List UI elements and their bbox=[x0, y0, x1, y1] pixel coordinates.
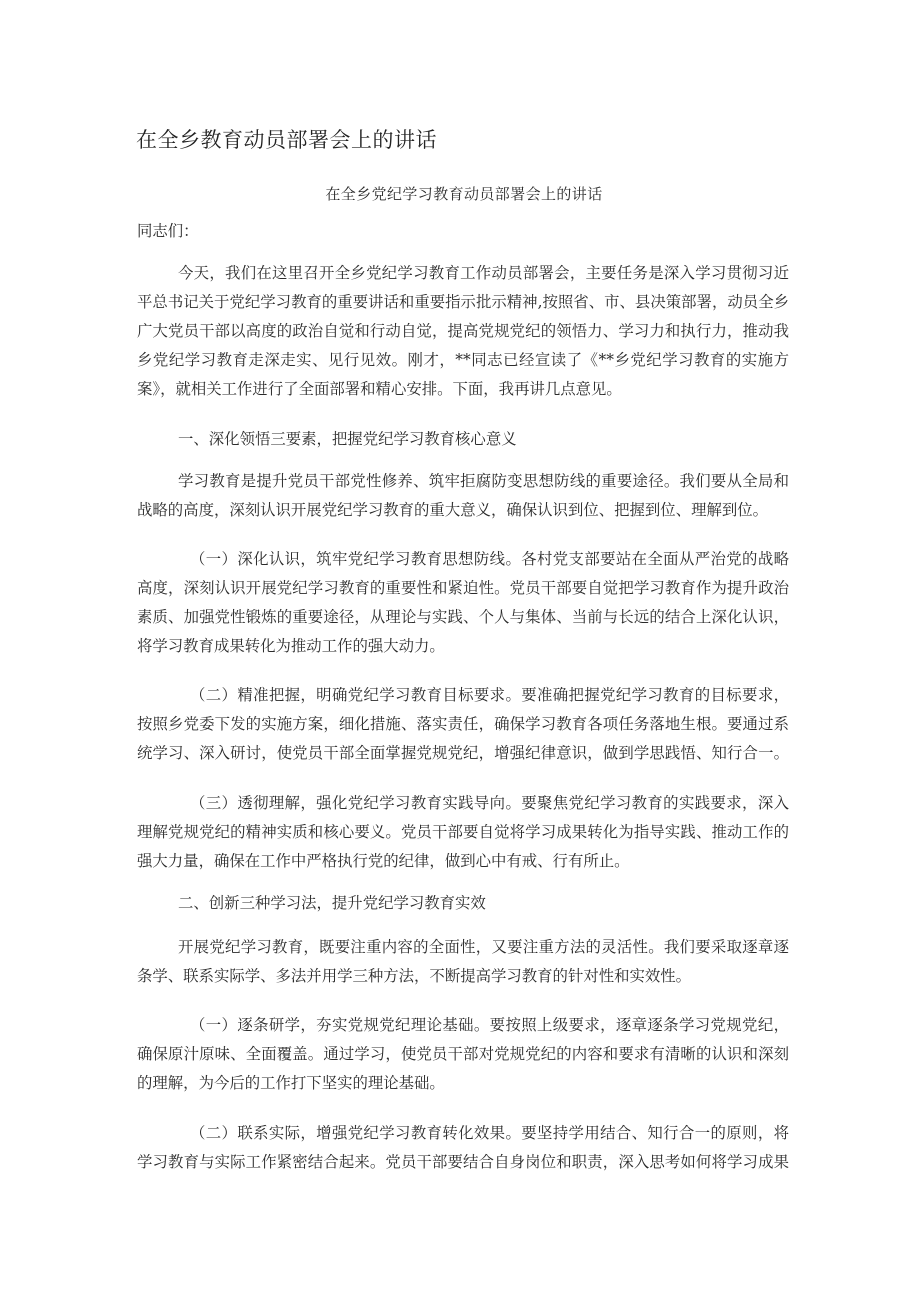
paragraph-line: 条学、联系实际学、多法并用学三种方法，不断提高学习教育的针对性和实效性。 bbox=[137, 967, 692, 985]
paragraph-line: 的理解，为今后的工作打下坚实的理论基础。 bbox=[137, 1074, 445, 1092]
paragraph-line: 今天，我们在这里召开全乡党纪学习教育工作动员部署会，主要任务是深入学习贯彻习近 bbox=[178, 264, 789, 282]
paragraph-line: 理解党规党纪的精神实质和核心要义。党员干部要自觉将学习成果转化为指导实践、推动工作的 bbox=[137, 823, 789, 841]
paragraph-line: 案》，就相关工作进行了全面部署和精心安排。下面，我再讲几点意见。 bbox=[137, 380, 622, 398]
document-title: 在全乡教育动员部署会上的讲话 bbox=[136, 128, 437, 152]
paragraph-line: 学习教育是提升党员干部党性修养、筑牢拒腐防变思想防线的重要途径。我们要从全局和 bbox=[178, 472, 789, 490]
paragraph-line: 平总书记关于党纪学习教育的重要讲话和重要指示批示精神,按照省、市、县决策部署，动员全乡 bbox=[137, 293, 789, 311]
paragraph-line: 高度，深刻认识开展党纪学习教育的重要性和紧迫性。党员干部要自觉把学习教育作为提升政治 bbox=[137, 579, 789, 597]
paragraph-line: （一）逐条研学，夯实党规党纪理论基础。要按照上级要求，逐章逐条学习党规党纪， bbox=[190, 1016, 789, 1034]
paragraph-line: （二）联系实际，增强党纪学习教育转化效果。要坚持学用结合、知行合一的原则，将 bbox=[190, 1124, 789, 1142]
paragraph-line: 将学习教育成果转化为推动工作的强大动力。 bbox=[137, 637, 445, 655]
paragraph-line: 开展党纪学习教育，既要注重内容的全面性，又要注重方法的灵活性。我们要采取逐章逐 bbox=[178, 938, 789, 956]
speech-subtitle: 在全乡党纪学习教育动员部署会上的讲话 bbox=[325, 185, 603, 203]
paragraph-line: 乡党纪学习教育走深走实、见行见效。刚才，**同志已经宣读了《**乡党纪学习教育的实施方 bbox=[137, 351, 789, 369]
paragraph-line: 素质、加强党性锻炼的重要途径，从理论与实践、个人与集体、当前与长远的结合上深化认识， bbox=[137, 608, 789, 626]
paragraph-line: （一）深化认识，筑牢党纪学习教育思想防线。各村党支部要站在全面从严治党的战略 bbox=[190, 550, 789, 568]
paragraph-line: 学习教育与实际工作紧密结合起来。党员干部要结合自身岗位和职责，深入思考如何将学习成果 bbox=[137, 1153, 789, 1171]
paragraph-line: （二）精准把握，明确党纪学习教育目标要求。要准确把握党纪学习教育的目标要求， bbox=[190, 686, 789, 704]
paragraph-line: 广大党员干部以高度的政治自觉和行动自觉，提高党规党纪的领悟力、学习力和执行力，推动我 bbox=[137, 322, 789, 340]
paragraph-line: 确保原汁原味、全面覆盖。通过学习，使党员干部对党规党纪的内容和要求有清晰的认识和深刻 bbox=[137, 1045, 789, 1063]
section-heading-1: 一、深化领悟三要素，把握党纪学习教育核心意义 bbox=[178, 430, 517, 448]
paragraph-line: （三）透彻理解，强化党纪学习教育实践导向。要聚焦党纪学习教育的实践要求，深入 bbox=[190, 794, 789, 812]
section-heading-2: 二、创新三种学习法，提升党纪学习教育实效 bbox=[178, 894, 486, 912]
paragraph-line: 强大力量，确保在工作中严格执行党的纪律，做到心中有戒、行有所止。 bbox=[137, 852, 630, 870]
paragraph-line: 统学习、深入研讨，使党员干部全面掌握党规党纪，增强纪律意识，做到学思践悟、知行合一。 bbox=[137, 744, 789, 762]
salutation: 同志们： bbox=[137, 222, 199, 240]
paragraph-line: 战略的高度，深刻认识开展党纪学习教育的重大意义，确保认识到位、把握到位、理解到位。 bbox=[137, 501, 769, 519]
paragraph-line: 按照乡党委下发的实施方案，细化措施、落实责任，确保学习教育各项任务落地生根。要通过系 bbox=[137, 715, 789, 733]
